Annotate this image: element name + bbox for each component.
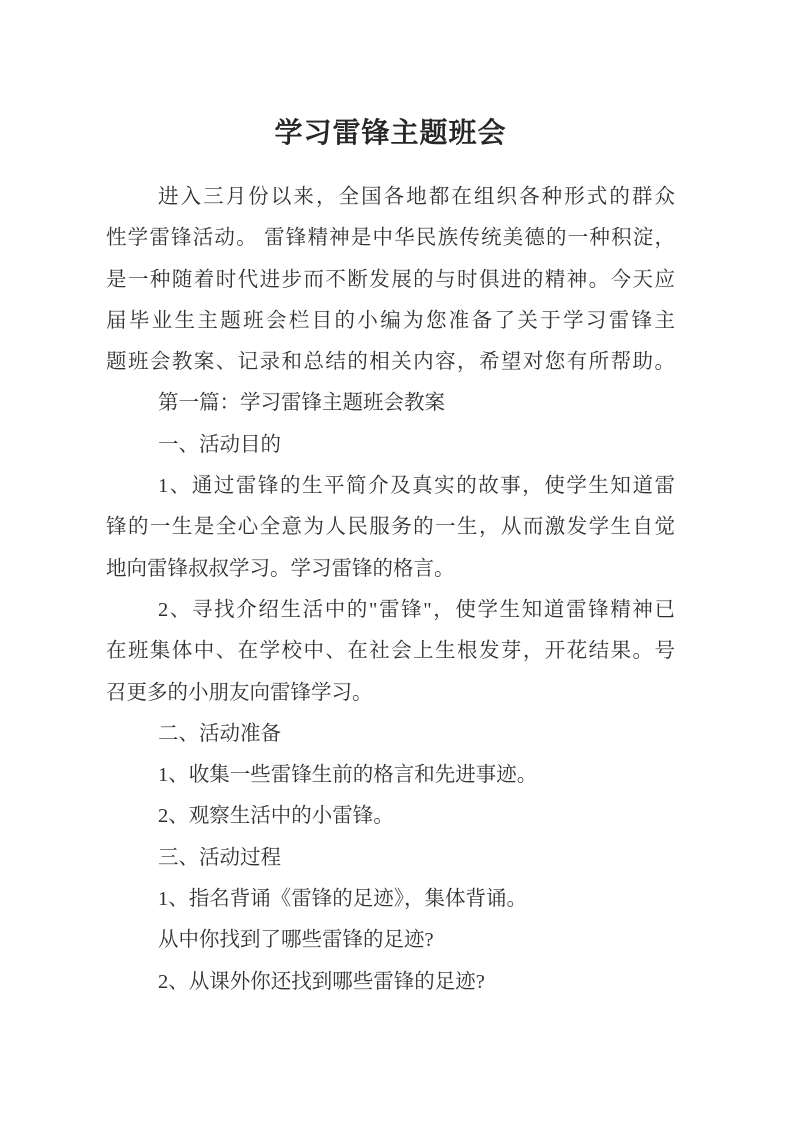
text-line: 第一篇：学习雷锋主题班会教案 xyxy=(158,392,445,415)
text-line: 1、指名背诵《雷锋的足迹》，集体背诵。 xyxy=(158,888,527,911)
document-title: 学习雷锋主题班会 xyxy=(274,118,507,149)
text-line: 地向雷锋叔叔学习。学习雷锋的格言。 xyxy=(106,557,455,580)
text-line: 1、通过雷锋的生平简介及真实的故事，使学生知道雷 xyxy=(158,475,675,498)
document-content xyxy=(106,0,675,1003)
text-line: 一、活动目的 xyxy=(158,433,281,456)
text-line: 二、活动准备 xyxy=(158,722,281,745)
text-line: 在班集体中、在学校中、在社会上生根发芽，开花结果。号 xyxy=(106,640,675,663)
text-line: 召更多的小朋友向雷锋学习。 xyxy=(106,681,373,704)
text-line: 锋的一生是全心全意为人民服务的一生，从而激发学生自觉 xyxy=(106,516,675,539)
text-line: 是一种随着时代进步而不断发展的与时俱进的精神。今天应 xyxy=(106,268,675,291)
text-line: 2、观察生活中的小雷锋。 xyxy=(158,805,394,828)
text-line: 题班会教案、记录和总结的相关内容，希望对您有所帮助。 xyxy=(106,351,675,374)
text-line: 性学雷锋活动。 雷锋精神是中华民族传统美德的一种积淀， xyxy=(106,227,675,250)
text-line: 届毕业生主题班会栏目的小编为您准备了关于学习雷锋主 xyxy=(106,309,675,332)
document-body xyxy=(106,177,675,1003)
text-line: 从中你找到了哪些雷锋的足迹? xyxy=(158,929,434,952)
text-line: 2、寻找介绍生活中的"雷锋"，使学生知道雷锋精神已 xyxy=(158,598,675,621)
text-line: 1、收集一些雷锋生前的格言和先进事迹。 xyxy=(158,764,538,787)
text-line: 进入三月份以来，全国各地都在组织各种形式的群众 xyxy=(158,186,675,208)
text-line: 2、从课外你还找到哪些雷锋的足迹? xyxy=(158,970,485,993)
text-line: 三、活动过程 xyxy=(158,846,281,869)
